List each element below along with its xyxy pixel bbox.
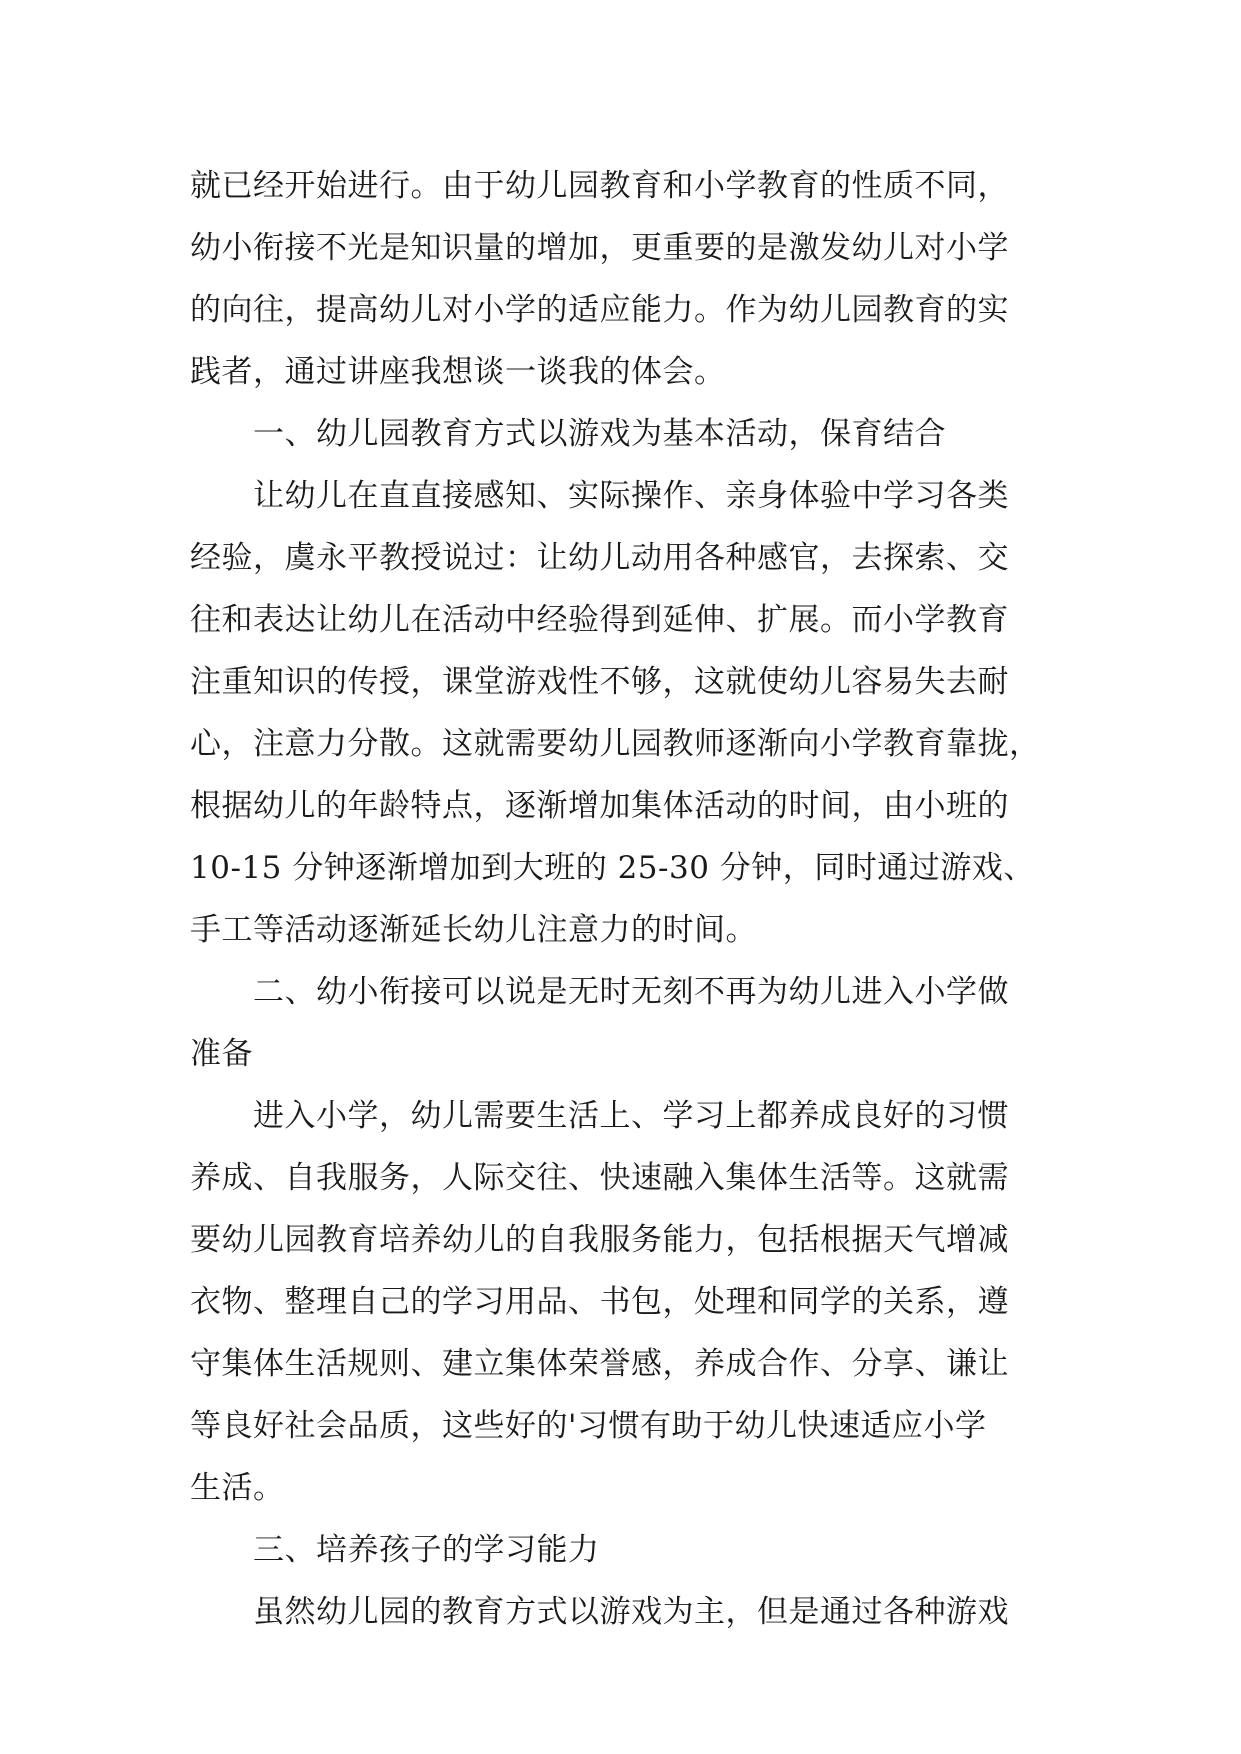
section-heading: 准备 [190,1036,253,1072]
section-heading: 一、幼儿园教育方式以游戏为基本活动，保育结合 [190,416,946,452]
text-line: 守集体生活规则、建立集体荣誉感，养成合作、分享、谦让 [190,1346,1009,1382]
text-line: 的向往，提高幼儿对小学的适应能力。作为幼儿园教育的实 [190,292,1009,328]
text-line: 心，注意力分散。这就需要幼儿园教师逐渐向小学教育靠拢， [190,726,1041,762]
text-line: 注重知识的传授，课堂游戏性不够，这就使幼儿容易失去耐 [190,664,1009,700]
text-line: 进入小学，幼儿需要生活上、学习上都养成良好的习惯 [190,1098,1009,1134]
text-line: 10-15 分钟逐渐增加到大班的 25-30 分钟，同时通过游戏、 [190,850,1035,886]
text-line: 践者，通过讲座我想谈一谈我的体会。 [190,354,726,390]
text-line: 根据幼儿的年龄特点，逐渐增加集体活动的时间，由小班的 [190,788,1009,824]
text-line: 让幼儿在直直接感知、实际操作、亲身体验中学习各类 [190,478,1009,514]
text-line: 就已经开始进行。由于幼儿园教育和小学教育的性质不同， [190,168,1009,204]
document-body [190,155,1070,1643]
text-line: 等良好社会品质，这些好的'习惯有助于幼儿快速适应小学 [190,1408,987,1444]
text-line: 虽然幼儿园的教育方式以游戏为主，但是通过各种游戏 [190,1594,1009,1630]
text-line: 生活。 [190,1470,285,1506]
section-heading: 三、培养孩子的学习能力 [190,1532,600,1568]
text-line: 幼小衔接不光是知识量的增加，更重要的是激发幼儿对小学 [190,230,1009,266]
text-line: 往和表达让幼儿在活动中经验得到延伸、扩展。而小学教育 [190,602,1009,638]
text-line: 衣物、整理自己的学习用品、书包，处理和同学的关系，遵 [190,1284,1009,1320]
section-heading: 二、幼小衔接可以说是无时无刻不再为幼儿进入小学做 [190,974,1009,1010]
text-line: 养成、自我服务，人际交往、快速融入集体生活等。这就需 [190,1160,1009,1196]
text-line: 要幼儿园教育培养幼儿的自我服务能力，包括根据天气增减 [190,1222,1009,1258]
text-line: 手工等活动逐渐延长幼儿注意力的时间。 [190,912,757,948]
text-line: 经验，虞永平教授说过：让幼儿动用各种感官，去探索、交 [190,540,1009,576]
